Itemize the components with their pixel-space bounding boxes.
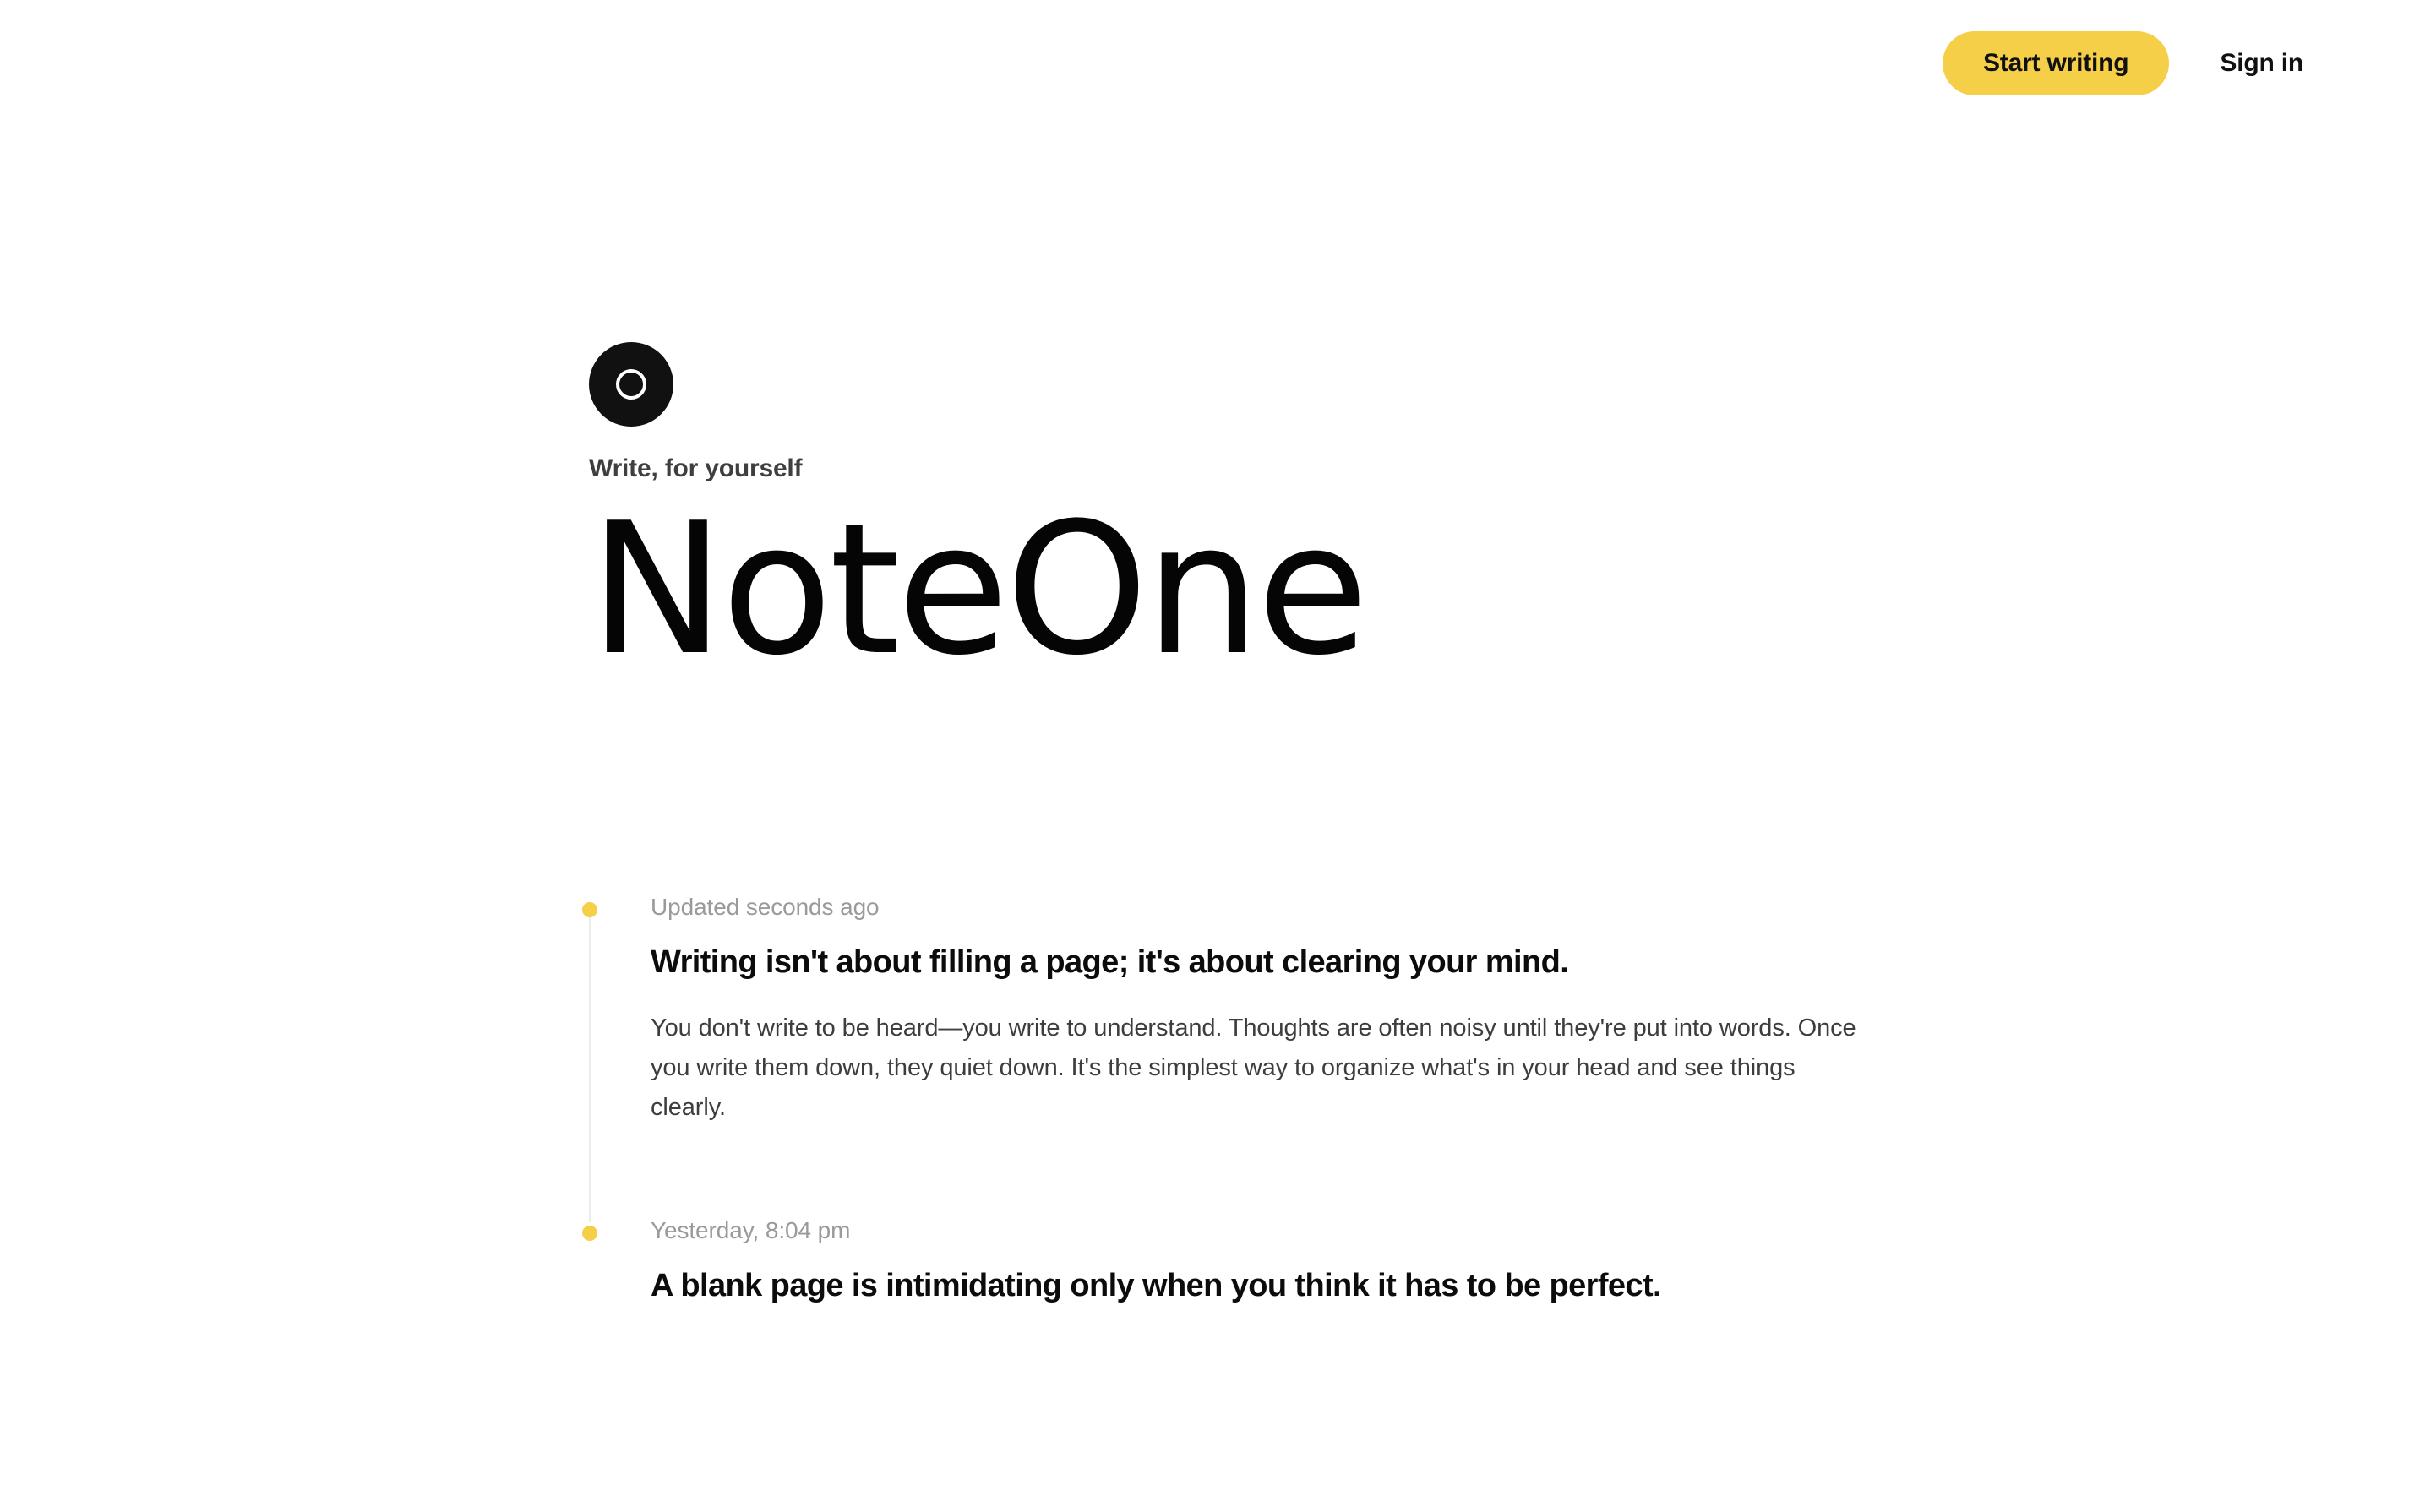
start-writing-button[interactable]: Start writing — [1943, 31, 2169, 95]
page-title: NoteOne — [589, 483, 1365, 695]
hero-tagline: Write, for yourself — [589, 454, 803, 482]
hero-section — [589, 342, 1856, 695]
timeline-dot-icon — [582, 902, 597, 917]
top-navigation-bar — [0, 0, 2425, 127]
circle-ring-icon — [589, 342, 673, 427]
notes-timeline — [589, 895, 1941, 1397]
entry-title: Writing isn't about filling a page; it's about clearing your mind. — [651, 944, 1569, 980]
logo-inner-ring — [616, 369, 646, 400]
entry-body: You don't write to be heard—you write to understand. Thoughts are often noisy until they're put into words. Once you write them down, they quiet down. It's the simplest way to organize what's in your head and see things clearly. — [651, 1014, 1856, 1121]
entry-title: A blank page is intimidating only when you think it has to be perfect. — [651, 1267, 1661, 1303]
sign-in-button[interactable]: Sign in — [2199, 31, 2324, 95]
list-item[interactable] — [589, 895, 1941, 1219]
timeline-dot-icon — [582, 1226, 597, 1241]
entry-timestamp: Updated seconds ago — [651, 894, 880, 920]
timeline-rail — [589, 907, 591, 1222]
entry-timestamp: Yesterday, 8:04 pm — [651, 1216, 851, 1243]
list-item[interactable] — [589, 1216, 1941, 1398]
